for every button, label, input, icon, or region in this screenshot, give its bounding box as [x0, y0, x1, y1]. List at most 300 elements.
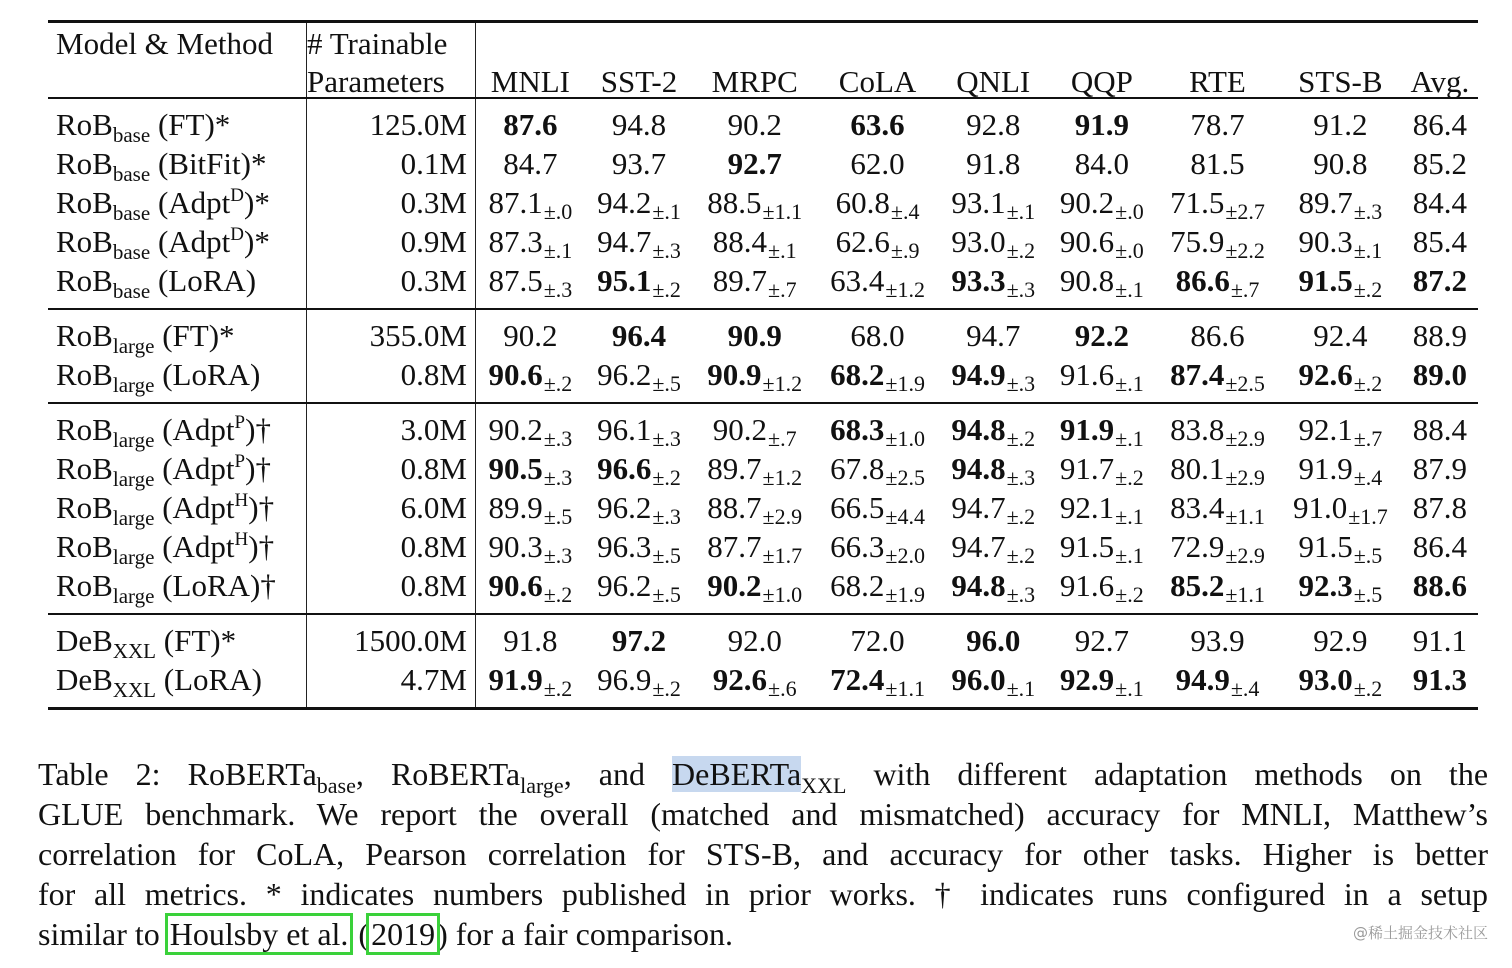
score-cell: [816, 488, 939, 527]
trainable-params-cell: 3.0M: [307, 403, 476, 449]
model-method-cell: [48, 488, 307, 530]
score-cell: [1402, 355, 1478, 403]
paren: (: [154, 568, 173, 603]
score-cell: [1048, 660, 1157, 709]
method-name: FT: [168, 107, 205, 142]
model-size-subscript: large: [112, 467, 155, 491]
score-cell: [1402, 183, 1478, 222]
score-value: 91.5: [1298, 263, 1353, 298]
score-value: 62.6: [835, 224, 890, 259]
score-value: 90.6: [488, 357, 543, 392]
score-value: 96.0: [951, 662, 1006, 697]
header-task: QNLI: [939, 59, 1048, 98]
score-value: 93.0: [1298, 662, 1353, 697]
model-method-cell: [48, 98, 307, 147]
score-value: 94.8: [951, 412, 1006, 447]
score-std: ±1.7: [1348, 504, 1388, 529]
caption-text: Table 2: RoBERTa: [38, 756, 317, 792]
score-value: 92.0: [727, 623, 782, 658]
trainable-params-cell: 4.7M: [307, 660, 476, 709]
score-cell: [476, 403, 585, 449]
score-cell: [1048, 488, 1157, 527]
score-std: ±.3: [543, 543, 573, 568]
trainable-params-cell: 1500.0M: [307, 614, 476, 660]
score-std: ±.2: [652, 676, 681, 701]
table-row: [48, 527, 1478, 566]
header-params-line2: Parameters: [307, 59, 476, 98]
score-std: ±.1: [768, 238, 797, 263]
score-value: 92.1: [1059, 490, 1115, 525]
score-value: 90.3: [1298, 224, 1353, 259]
score-value: 90.9: [727, 318, 782, 353]
score-std: ±.2: [1006, 238, 1036, 263]
score-value: 89.7: [1298, 185, 1353, 220]
score-value: 75.9: [1170, 224, 1225, 259]
score-cell: [1048, 183, 1157, 222]
score-std: ±1.2: [762, 465, 803, 490]
results-table: [48, 20, 1478, 710]
score-value: 68.2: [830, 357, 885, 392]
score-value: 92.7: [727, 146, 782, 181]
score-value: 92.9: [1059, 662, 1115, 697]
score-value: 88.4: [712, 224, 768, 259]
score-std: ±.3: [543, 277, 573, 302]
score-cell: [1279, 261, 1402, 309]
score-std: ±.5: [652, 371, 681, 396]
score-std: ±2.9: [1225, 426, 1265, 451]
trainable-params-cell: 6.0M: [307, 488, 476, 527]
score-std: ±2.5: [1225, 371, 1265, 396]
score-std: ±1.0: [885, 426, 925, 451]
score-value: 62.0: [850, 146, 905, 181]
score-cell: [1279, 355, 1402, 403]
score-value: 91.6: [1059, 568, 1115, 603]
score-cell: [1156, 403, 1279, 449]
score-value: 66.3: [830, 529, 885, 564]
paren: ): [244, 185, 255, 220]
score-std: ±.0: [543, 199, 573, 224]
score-cell: [585, 261, 694, 309]
source-mark: †: [255, 451, 271, 486]
score-cell: [476, 566, 585, 614]
score-value: 84.7: [503, 146, 558, 181]
score-std: ±.2: [1006, 543, 1036, 568]
score-value: 90.8: [1313, 146, 1368, 181]
score-value: 89.7: [712, 263, 768, 298]
score-cell: [1402, 566, 1478, 614]
score-cell: [693, 527, 816, 566]
score-value: 91.7: [1059, 451, 1115, 486]
score-cell: [939, 449, 1048, 488]
score-value: 92.8: [966, 107, 1021, 142]
score-value: 86.4: [1412, 529, 1467, 564]
score-std: ±.2: [1006, 426, 1036, 451]
score-cell: [1279, 222, 1402, 261]
score-cell: [1402, 449, 1478, 488]
score-cell: [693, 355, 816, 403]
paren: ): [248, 529, 259, 564]
score-value: 93.0: [951, 224, 1006, 259]
score-value: 94.8: [951, 451, 1006, 486]
caption-subscript: large: [520, 773, 564, 798]
score-value: 92.1: [1298, 412, 1353, 447]
score-value: 86.6: [1175, 263, 1230, 298]
score-std: ±.2: [1353, 277, 1383, 302]
method-superscript: D: [230, 185, 244, 206]
trainable-params-cell: 355.0M: [307, 309, 476, 355]
score-value: 72.4: [830, 662, 885, 697]
score-cell: [939, 614, 1048, 660]
model-base-name: RoB: [56, 412, 113, 447]
score-cell: [1048, 527, 1157, 566]
score-value: 92.6: [712, 662, 768, 697]
score-std: ±1.2: [885, 277, 925, 302]
score-cell: [1048, 309, 1157, 355]
score-cell: [939, 309, 1048, 355]
score-cell: [1156, 614, 1279, 660]
paren: (: [154, 357, 173, 392]
score-cell: [476, 144, 585, 183]
score-cell: [693, 566, 816, 614]
score-cell: [693, 488, 816, 527]
score-cell: [1279, 183, 1402, 222]
score-cell: [585, 309, 694, 355]
score-cell: [693, 261, 816, 309]
header-task: CoLA: [816, 59, 939, 98]
score-value: 89.9: [488, 490, 543, 525]
score-value: 94.7: [951, 490, 1006, 525]
score-cell: [939, 355, 1048, 403]
score-value: 83.4: [1170, 490, 1225, 525]
score-cell: [816, 449, 939, 488]
caption-text: (: [350, 916, 370, 952]
score-cell: [693, 614, 816, 660]
table-row: [48, 403, 1478, 449]
score-value: 71.5: [1170, 185, 1225, 220]
score-std: ±.5: [1353, 543, 1383, 568]
score-std: ±.3: [1006, 465, 1036, 490]
model-method-cell: [48, 183, 307, 225]
trainable-params-cell: 0.8M: [307, 355, 476, 403]
score-cell: [476, 222, 585, 261]
score-cell: [585, 222, 694, 261]
method-superscript: P: [234, 412, 246, 433]
score-std: ±.3: [652, 426, 681, 451]
source-mark: *: [219, 318, 235, 353]
model-method-cell: [48, 527, 307, 569]
score-cell: [693, 98, 816, 144]
citation-link-year[interactable]: 2019: [371, 916, 436, 952]
score-value: 60.8: [835, 185, 890, 220]
score-cell: [1279, 403, 1402, 449]
score-cell: [1156, 660, 1279, 709]
method-name: Adpt: [168, 185, 231, 220]
score-cell: [1048, 355, 1157, 403]
score-cell: [1402, 403, 1478, 449]
score-std: ±.4: [1230, 676, 1260, 701]
table-row: [48, 566, 1478, 614]
paren: ): [208, 318, 220, 353]
paren: ): [248, 490, 259, 525]
score-cell: [476, 309, 585, 355]
score-cell: [1279, 566, 1402, 614]
caption-line-2: GLUE benchmark. We report the overall (matched and mismatched) accuracy for MNLI, Matthew’s: [38, 796, 1488, 832]
trainable-params-cell: 0.9M: [307, 222, 476, 261]
score-std: ±.3: [652, 238, 681, 263]
score-value: 90.9: [707, 357, 762, 392]
score-value: 78.7: [1190, 107, 1245, 142]
score-std: ±1.2: [762, 371, 803, 396]
caption-line-1: [38, 754, 1489, 798]
model-method-cell: [48, 222, 307, 264]
model-method-cell: [48, 355, 307, 403]
caption-line-4: for all metrics. * indicates numbers published in prior works. † indicates runs configured in a setup: [38, 876, 1488, 912]
score-value: 96.4: [611, 318, 667, 353]
score-cell: [476, 98, 585, 144]
score-value: 96.3: [597, 529, 652, 564]
method-superscript: D: [230, 224, 244, 245]
score-cell: [476, 660, 585, 709]
score-value: 86.6: [1190, 318, 1245, 353]
paren: (: [154, 529, 173, 564]
method-name: Adpt: [172, 412, 235, 447]
score-cell: [1156, 183, 1279, 222]
header-task: Avg.: [1402, 59, 1478, 98]
score-value: 92.4: [1313, 318, 1368, 353]
paren: (: [150, 224, 169, 259]
score-std: ±.1: [1115, 426, 1144, 451]
score-cell: [693, 309, 816, 355]
score-std: ±.2: [1353, 371, 1383, 396]
score-value: 92.6: [1298, 357, 1353, 392]
score-cell: [1402, 488, 1478, 527]
score-cell: [585, 614, 694, 660]
score-cell: [585, 527, 694, 566]
score-cell: [816, 144, 939, 183]
score-std: ±.7: [768, 426, 797, 451]
score-value: 91.8: [503, 623, 558, 658]
score-cell: [1402, 614, 1478, 660]
score-cell: [939, 488, 1048, 527]
score-value: 96.2: [597, 568, 652, 603]
score-cell: [1156, 355, 1279, 403]
paren: ): [245, 451, 256, 486]
score-cell: [816, 660, 939, 709]
score-cell: [585, 98, 694, 144]
caption-subscript: XXL: [801, 773, 847, 798]
model-base-name: RoB: [56, 318, 113, 353]
score-value: 85.4: [1412, 224, 1467, 259]
score-value: 90.8: [1059, 263, 1115, 298]
score-std: ±.5: [652, 543, 681, 568]
score-value: 90.6: [488, 568, 543, 603]
score-cell: [939, 566, 1048, 614]
source-mark: *: [254, 224, 270, 259]
score-std: ±1.1: [1225, 504, 1265, 529]
header-task: MNLI: [476, 59, 585, 98]
source-mark: *: [254, 185, 270, 220]
score-std: ±.1: [1353, 238, 1383, 263]
score-value: 90.2: [1059, 185, 1115, 220]
model-base-name: RoB: [56, 490, 113, 525]
score-value: 90.2: [712, 412, 768, 447]
score-cell: [816, 309, 939, 355]
score-std: ±2.9: [762, 504, 803, 529]
method-name: LoRA: [172, 357, 251, 392]
model-base-name: RoB: [56, 146, 113, 181]
method-name: Adpt: [168, 224, 231, 259]
score-value: 87.8: [1412, 490, 1467, 525]
score-cell: [1048, 566, 1157, 614]
paren: ): [245, 412, 256, 447]
score-value: 91.3: [1412, 662, 1467, 697]
score-value: 91.9: [1059, 412, 1115, 447]
model-size-subscript: base: [112, 123, 151, 147]
score-std: ±.1: [1115, 504, 1144, 529]
score-std: ±2.9: [1225, 465, 1265, 490]
model-size-subscript: XXL: [112, 639, 156, 663]
score-value: 92.3: [1298, 568, 1353, 603]
source-mark: *: [214, 107, 231, 142]
header-model-method: Model & Method: [48, 22, 307, 60]
score-std: ±4.4: [885, 504, 925, 529]
score-std: ±.3: [1006, 371, 1036, 396]
score-value: 68.0: [850, 318, 905, 353]
score-std: ±1.7: [762, 543, 803, 568]
model-size-subscript: large: [112, 428, 155, 452]
score-cell: [939, 183, 1048, 222]
paren: ): [240, 146, 251, 181]
score-cell: [1279, 144, 1402, 183]
model-size-subscript: large: [112, 506, 155, 530]
score-cell: [939, 527, 1048, 566]
caption-subscript: base: [316, 773, 356, 798]
score-cell: [816, 261, 939, 309]
score-value: 87.2: [1412, 263, 1467, 298]
score-value: 87.7: [707, 529, 762, 564]
table-row: [48, 488, 1478, 527]
score-cell: [693, 449, 816, 488]
table-row: [48, 222, 1478, 261]
score-value: 67.8: [830, 451, 885, 486]
score-cell: [816, 355, 939, 403]
score-std: ±1.1: [1225, 582, 1265, 607]
score-value: 90.2: [727, 107, 782, 142]
header-task: STS-B: [1279, 59, 1402, 98]
score-value: 72.0: [850, 623, 905, 658]
model-base-name: RoB: [56, 568, 113, 603]
score-value: 87.4: [1170, 357, 1225, 392]
score-cell: [1156, 566, 1279, 614]
trainable-params-cell: 0.1M: [307, 144, 476, 183]
source-mark: †: [260, 568, 276, 603]
model-base-name: RoB: [56, 357, 113, 392]
header-params-line1: # Trainable: [307, 22, 476, 60]
caption-line-5: [38, 914, 1488, 954]
score-value: 91.5: [1298, 529, 1353, 564]
source-mark: *: [220, 623, 237, 658]
score-cell: [1156, 98, 1279, 144]
score-value: 63.4: [830, 263, 885, 298]
paren: (: [150, 263, 169, 298]
score-std: ±.1: [1006, 199, 1036, 224]
score-value: 88.9: [1412, 318, 1467, 353]
score-cell: [1402, 261, 1478, 309]
header-spacer: [476, 22, 1479, 60]
score-value: 92.7: [1074, 623, 1129, 658]
source-mark: *: [250, 146, 267, 181]
score-value: 68.2: [830, 568, 885, 603]
score-cell: [1402, 98, 1478, 144]
score-cell: [476, 183, 585, 222]
score-value: 91.0: [1292, 490, 1348, 525]
score-std: ±.7: [768, 277, 797, 302]
score-cell: [1402, 660, 1478, 709]
trainable-params-cell: 0.3M: [307, 261, 476, 309]
score-value: 89.7: [707, 451, 762, 486]
score-cell: [1279, 488, 1402, 527]
table-caption: [38, 754, 1488, 954]
score-std: ±.3: [1006, 277, 1036, 302]
score-std: ±.1: [543, 238, 573, 263]
header-task: SST-2: [585, 59, 694, 98]
caption-text: with different adaptation methods on the: [846, 756, 1489, 792]
model-base-name: RoB: [56, 529, 113, 564]
paren: (: [150, 146, 169, 181]
score-cell: [1048, 614, 1157, 660]
score-cell: [585, 183, 694, 222]
score-value: 81.5: [1190, 146, 1245, 181]
score-cell: [585, 403, 694, 449]
score-std: ±2.2: [1225, 238, 1265, 263]
caption-line-3: correlation for CoLA, Pearson correlation for STS-B, and accuracy for other tasks. Higher is better: [38, 836, 1488, 872]
score-cell: [939, 403, 1048, 449]
score-value: 87.5: [488, 263, 543, 298]
method-name: Adpt: [172, 490, 235, 525]
table-row: [48, 355, 1478, 403]
score-cell: [585, 144, 694, 183]
watermark: @稀土掘金技术社区: [1352, 924, 1488, 942]
score-cell: [585, 660, 694, 709]
header-task: QQP: [1048, 59, 1157, 98]
score-value: 95.1: [597, 263, 652, 298]
model-method-cell: [48, 566, 307, 614]
score-cell: [476, 449, 585, 488]
score-cell: [585, 488, 694, 527]
score-std: ±.2: [1353, 676, 1383, 701]
citation-link-authors[interactable]: Houlsby et al.: [169, 916, 349, 952]
score-cell: [693, 222, 816, 261]
score-value: 91.9: [1074, 107, 1129, 142]
score-cell: [1048, 449, 1157, 488]
score-value: 93.7: [611, 146, 667, 181]
score-value: 85.2: [1170, 568, 1225, 603]
score-std: ±2.9: [1225, 543, 1265, 568]
score-std: ±.2: [1115, 465, 1144, 490]
score-std: ±.0: [1115, 199, 1144, 224]
score-value: 90.5: [488, 451, 543, 486]
model-size-subscript: base: [112, 201, 151, 225]
caption-text: similar to: [38, 916, 168, 952]
score-value: 96.9: [597, 662, 652, 697]
model-size-subscript: base: [112, 279, 151, 303]
paren: ): [210, 623, 221, 658]
table-row: [48, 309, 1478, 355]
score-cell: [476, 527, 585, 566]
score-value: 94.8: [951, 568, 1006, 603]
score-value: 88.4: [1412, 412, 1467, 447]
table-row: [48, 144, 1478, 183]
